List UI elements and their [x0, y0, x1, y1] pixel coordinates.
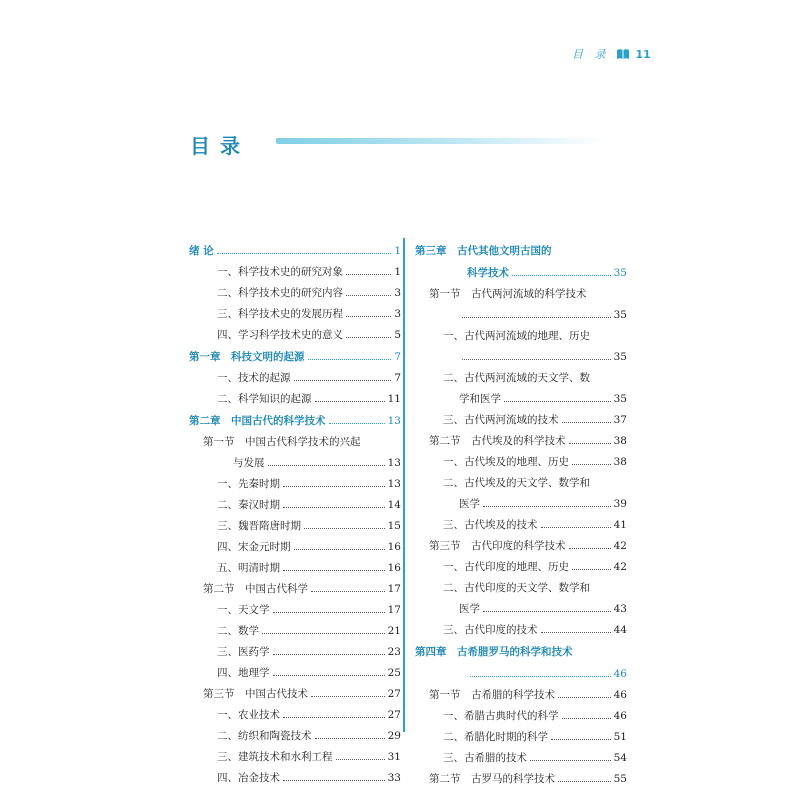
- toc-page-number: 7: [394, 372, 401, 384]
- toc-entry-text: 二、古代埃及的天文学、数学和: [443, 477, 590, 489]
- toc-entry-text: 一、古代印度的地理、历史: [443, 561, 569, 573]
- toc-entry-text: 一、古代埃及的地理、历史: [443, 456, 569, 468]
- toc-section: [415, 685, 627, 706]
- toc-entry-text: 五、明清时期: [217, 562, 280, 574]
- toc-entry-text: 四、宋金元时期: [217, 541, 291, 553]
- toc-item: [189, 283, 401, 304]
- toc-item: [189, 537, 401, 558]
- dot-leader: [294, 549, 385, 550]
- toc-page-number: 46: [613, 668, 627, 680]
- toc-section-continued: [189, 453, 401, 474]
- toc-page-number: 54: [613, 752, 627, 764]
- toc-item: [189, 642, 401, 663]
- toc-entry-text: 二、古代印度的天文学、数学和: [443, 582, 590, 594]
- dot-leader: [283, 507, 385, 508]
- dot-leader: [346, 295, 391, 296]
- toc-entry-text: 一、农业技术: [217, 709, 280, 721]
- toc-page-number: 46: [613, 710, 627, 722]
- dot-leader: [572, 464, 611, 465]
- dot-leader: [483, 506, 611, 507]
- toc-item-continued: [415, 494, 627, 515]
- toc-item: [415, 578, 627, 599]
- toc-page-number: 51: [613, 731, 627, 743]
- toc-item: [189, 558, 401, 579]
- toc-page-number: 35: [613, 267, 627, 279]
- page-title: 目录: [190, 134, 250, 158]
- toc-page-number: 38: [613, 456, 627, 468]
- toc-entry-text: 第一章 科技文明的起源: [189, 351, 305, 363]
- dot-leader: [504, 401, 611, 402]
- toc-page-number: 1: [394, 245, 401, 257]
- toc-page-number: 14: [387, 499, 401, 511]
- toc-entry-text: 一、希腊古典时代的科学: [443, 710, 559, 722]
- toc-entry-text: 第二节 古代埃及的科学技术: [429, 435, 566, 447]
- toc-page-number: 35: [613, 393, 627, 405]
- toc-item: [415, 557, 627, 578]
- dot-leader: [530, 760, 611, 761]
- toc-entry-text: 一、技术的起源: [217, 372, 291, 384]
- dot-leader: [336, 759, 385, 760]
- toc-entry-text: 二、数学: [217, 625, 259, 637]
- toc-page-number: 41: [613, 519, 627, 531]
- toc-page-number: 31: [387, 751, 401, 763]
- toc-entry-text: 二、秦汉时期: [217, 499, 280, 511]
- toc-page-number: 17: [387, 604, 401, 616]
- dot-leader: [311, 696, 385, 697]
- dot-leader: [283, 780, 385, 781]
- toc-item: [189, 516, 401, 537]
- toc-entry-text: 医学: [459, 498, 480, 510]
- dot-leader: [308, 359, 392, 360]
- toc-item: [415, 326, 627, 347]
- book-icon: [616, 47, 630, 61]
- toc-chapter: [189, 240, 401, 262]
- dot-leader: [315, 738, 385, 739]
- toc-entry-text: 第二节 古罗马的科学技术: [429, 773, 555, 785]
- dot-leader: [569, 548, 611, 549]
- toc-section-continued: [415, 305, 627, 326]
- toc-chapter: [189, 346, 401, 368]
- dot-leader: [551, 739, 611, 740]
- toc-page-number: 3: [394, 308, 401, 320]
- toc-item: [415, 515, 627, 536]
- toc-entry-text: 二、科学知识的起源: [217, 393, 312, 405]
- toc-entry-text: 科学技术: [467, 267, 509, 279]
- toc-page-number: 16: [387, 541, 401, 553]
- dot-leader: [283, 486, 385, 487]
- dot-leader: [283, 570, 385, 571]
- toc-item: [415, 706, 627, 727]
- running-head: [572, 46, 651, 62]
- toc-item: [189, 474, 401, 495]
- toc-item: [415, 452, 627, 473]
- toc-item: [415, 748, 627, 769]
- dot-leader: [217, 253, 392, 254]
- toc-entry-text: 第一节 古代两河流域的科学技术: [429, 288, 587, 300]
- dot-leader: [346, 274, 391, 275]
- dot-leader: [541, 527, 611, 528]
- toc-item: [189, 600, 401, 621]
- toc-chapter: [415, 641, 627, 663]
- toc-entry-text: 四、学习科学技术史的意义: [217, 329, 343, 341]
- toc-page-number: 5: [394, 329, 401, 341]
- toc-page-number: 15: [387, 520, 401, 532]
- toc-entry-text: 二、古代两河流域的天文学、数: [443, 372, 590, 384]
- toc-chapter: [415, 240, 627, 262]
- toc-entry-text: 三、医药学: [217, 646, 270, 658]
- toc-entry-text: 第二章 中国古代的科学技术: [189, 415, 326, 427]
- toc-right-column: [415, 240, 627, 790]
- dot-leader: [569, 443, 611, 444]
- running-head-title: 目 录: [572, 48, 610, 61]
- toc-item: [415, 368, 627, 389]
- toc-entry-text: 与发展: [233, 457, 265, 469]
- toc-page-number: 38: [613, 435, 627, 447]
- toc-section: [189, 432, 401, 453]
- toc-entry-text: 三、古希腊的技术: [443, 752, 527, 764]
- dot-leader: [273, 675, 385, 676]
- toc-page-number: 13: [387, 415, 401, 427]
- dot-leader: [315, 401, 385, 402]
- toc-entry-text: 二、科学技术史的研究内容: [217, 287, 343, 299]
- toc-entry-text: 二、希腊化时期的科学: [443, 731, 548, 743]
- toc-page-number: 35: [613, 351, 627, 363]
- dot-leader: [541, 632, 611, 633]
- dot-leader: [283, 717, 385, 718]
- toc-entry-text: 一、古代两河流域的地理、历史: [443, 330, 590, 342]
- toc-entry-text: 第一节 中国古代科学技术的兴起: [203, 436, 361, 448]
- toc-page-number: 35: [613, 309, 627, 321]
- toc-page-number: 46: [613, 689, 627, 701]
- dot-leader: [294, 380, 392, 381]
- toc-page-number: 43: [613, 603, 627, 615]
- toc-entry-text: 一、天文学: [217, 604, 270, 616]
- dot-leader: [273, 612, 385, 613]
- toc-item: [415, 620, 627, 641]
- toc-entry-text: 第三节 中国古代技术: [203, 688, 308, 700]
- dot-leader: [470, 676, 611, 677]
- toc-item: [189, 304, 401, 325]
- toc-page-number: 16: [387, 562, 401, 574]
- toc-entry-text: 三、建筑技术和水利工程: [217, 751, 333, 763]
- toc-page-number: 17: [387, 583, 401, 595]
- toc-page-number: 11: [387, 393, 401, 405]
- dot-leader: [562, 422, 611, 423]
- title-rule: [276, 138, 606, 144]
- toc-page-number: 42: [613, 561, 627, 573]
- dot-leader: [483, 611, 611, 612]
- toc-page-number: 7: [394, 351, 401, 363]
- toc-entry-text: 三、科学技术史的发展历程: [217, 308, 343, 320]
- toc-section: [415, 536, 627, 557]
- column-divider: [403, 238, 405, 732]
- toc-item: [189, 747, 401, 768]
- toc-entry-text: 第三章 古代其他文明古国的: [415, 245, 552, 257]
- toc-page-number: 27: [387, 709, 401, 721]
- toc-section: [415, 284, 627, 305]
- toc-chapter: [189, 410, 401, 432]
- toc-entry-text: 第二节 中国古代科学: [203, 583, 308, 595]
- toc-page-number: 25: [387, 667, 401, 679]
- toc-item: [189, 389, 401, 410]
- dot-leader: [572, 569, 611, 570]
- dot-leader: [558, 697, 611, 698]
- toc-item: [189, 325, 401, 346]
- toc-item: [415, 410, 627, 431]
- toc-page-number: 13: [387, 457, 401, 469]
- toc-item: [189, 621, 401, 642]
- toc-item: [415, 473, 627, 494]
- toc-item: [189, 768, 401, 789]
- toc-item: [189, 663, 401, 684]
- toc-entry-text: 一、科学技术史的研究对象: [217, 266, 343, 278]
- dot-leader: [346, 337, 391, 338]
- toc-page-number: 1: [394, 266, 401, 278]
- toc-page-number: 44: [613, 624, 627, 636]
- toc-item: [189, 495, 401, 516]
- toc-entry-text: 四、冶金技术: [217, 772, 280, 784]
- page-number: 11: [635, 47, 651, 61]
- toc-entry-text: 一、先秦时期: [217, 478, 280, 490]
- toc-page-number: 21: [387, 625, 401, 637]
- dot-leader: [273, 654, 385, 655]
- toc-item: [189, 262, 401, 283]
- toc-entry-text: 第三节 古代印度的科学技术: [429, 540, 566, 552]
- toc-page-number: 55: [613, 773, 627, 785]
- toc-item: [189, 368, 401, 389]
- dot-leader: [329, 423, 385, 424]
- dot-leader: [462, 317, 611, 318]
- toc-page-number: 3: [394, 287, 401, 299]
- toc-left-column: [189, 240, 401, 789]
- toc-entry-text: 学和医学: [459, 393, 501, 405]
- toc-item: [189, 726, 401, 747]
- toc-entry-text: 三、魏晋隋唐时期: [217, 520, 301, 532]
- toc-page-number: 13: [387, 478, 401, 490]
- dot-leader: [562, 718, 611, 719]
- toc-item: [415, 727, 627, 748]
- toc-entry-text: 三、古代印度的技术: [443, 624, 538, 636]
- toc-section: [415, 769, 627, 790]
- toc-entry-text: 第一节 古希腊的科学技术: [429, 689, 555, 701]
- toc-page-number: 37: [613, 414, 627, 426]
- toc-item: [189, 705, 401, 726]
- toc-entry-text: 绪 论: [189, 245, 214, 257]
- dot-leader: [512, 275, 611, 276]
- dot-leader: [462, 359, 611, 360]
- toc-page-number: 39: [613, 498, 627, 510]
- toc-entry-text: 医学: [459, 603, 480, 615]
- toc-page-number: 23: [387, 646, 401, 658]
- toc-chapter-continued: [415, 262, 627, 284]
- dot-leader: [268, 465, 385, 466]
- dot-leader: [558, 781, 611, 782]
- toc-page-number: 29: [387, 730, 401, 742]
- toc-page-number: 27: [387, 688, 401, 700]
- toc-entry-text: 二、纺织和陶瓷技术: [217, 730, 312, 742]
- toc-item-continued: [415, 347, 627, 368]
- dot-leader: [304, 528, 385, 529]
- dot-leader: [311, 591, 385, 592]
- dot-leader: [346, 316, 391, 317]
- toc-item-continued: [415, 389, 627, 410]
- toc-page-number: 42: [613, 540, 627, 552]
- toc-entry-text: 三、古代两河流域的技术: [443, 414, 559, 426]
- toc-section: [189, 579, 401, 600]
- toc-entry-text: 三、古代埃及的技术: [443, 519, 538, 531]
- toc-page-number: 33: [387, 772, 401, 784]
- toc-section: [415, 431, 627, 452]
- toc-item-continued: [415, 599, 627, 620]
- toc-chapter-continued: [415, 663, 627, 685]
- dot-leader: [262, 633, 385, 634]
- toc-entry-text: 第四章 古希腊罗马的科学和技术: [415, 646, 573, 658]
- toc-entry-text: 四、地理学: [217, 667, 270, 679]
- toc-section: [189, 684, 401, 705]
